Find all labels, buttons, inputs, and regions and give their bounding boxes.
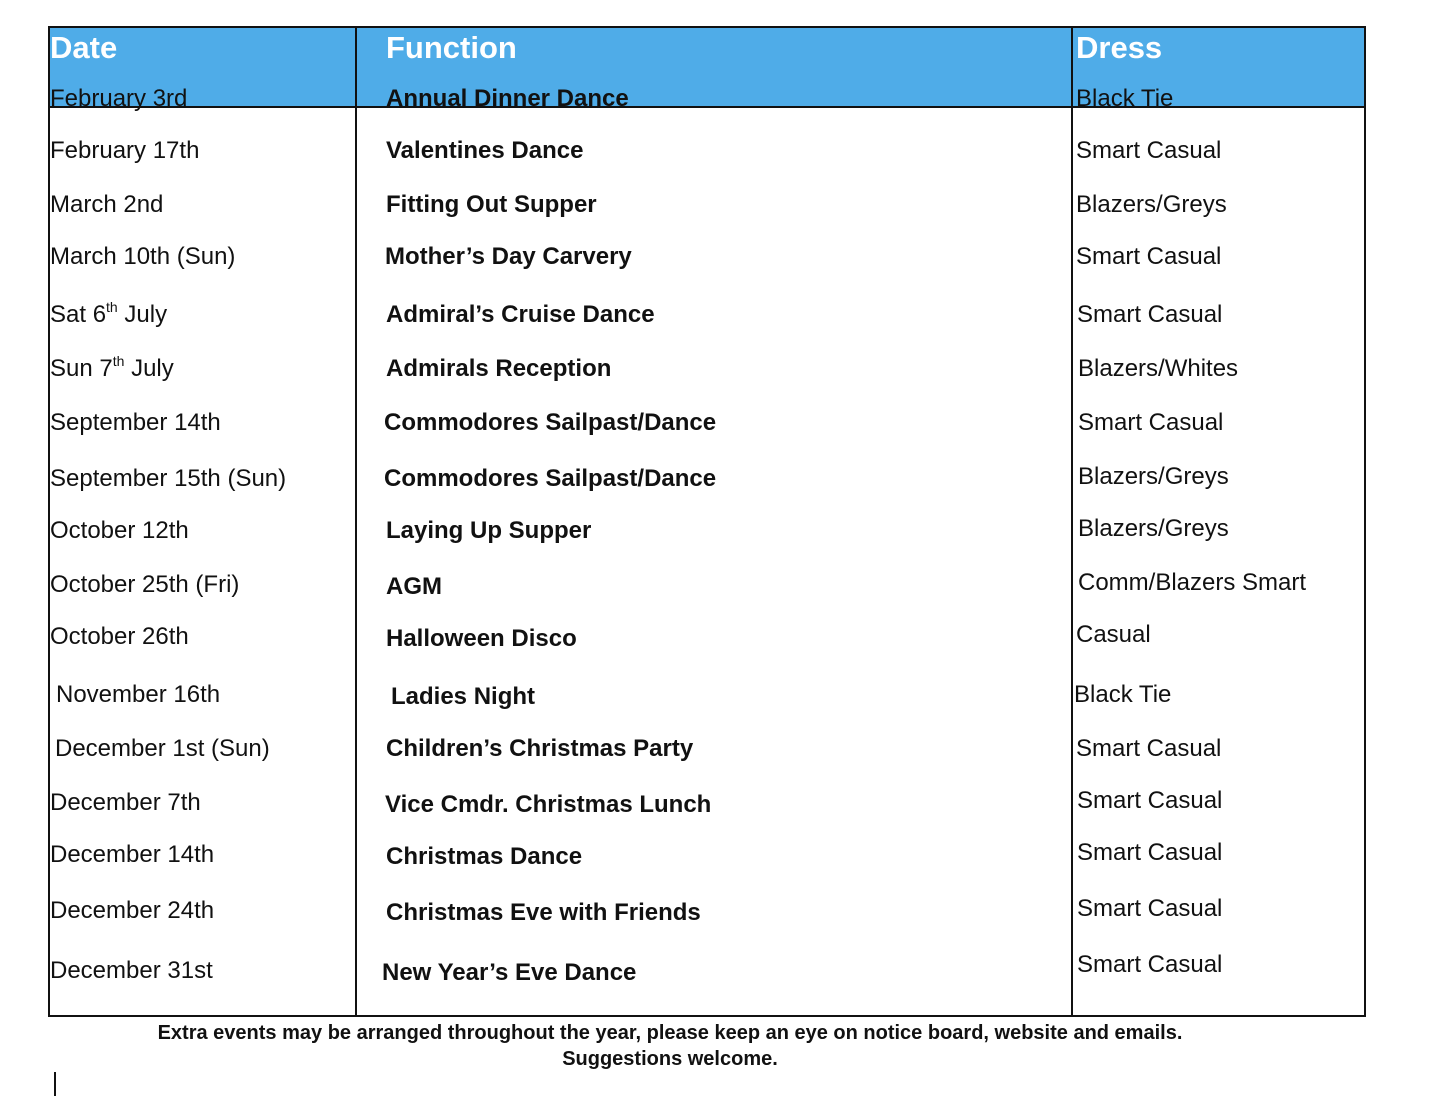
date-ordinal: th xyxy=(106,299,118,315)
row-dress: Smart Casual xyxy=(1077,787,1223,814)
row-dress: Blazers/Greys xyxy=(1078,463,1229,490)
footer-note: Extra events may be arranged throughout the year, please keep an eye on notice board, website and emails. xyxy=(157,1022,1183,1044)
row-function: Christmas Eve with Friends xyxy=(386,899,701,926)
row-function: Fitting Out Supper xyxy=(386,191,597,218)
column-divider xyxy=(1071,28,1073,1015)
row-function: New Year’s Eve Dance xyxy=(382,959,637,986)
row-function: Vice Cmdr. Christmas Lunch xyxy=(385,791,712,818)
row-function: Annual Dinner Dance xyxy=(386,85,629,112)
row-date xyxy=(50,355,174,383)
row-dress: Blazers/Greys xyxy=(1076,191,1227,218)
row-date: February 17th xyxy=(50,137,200,164)
date-day: Sun 7 xyxy=(50,355,113,382)
row-date: March 2nd xyxy=(50,191,164,218)
date-day: Sat 6 xyxy=(50,301,107,328)
row-function: Admiral’s Cruise Dance xyxy=(386,301,655,328)
row-function: Commodores Sailpast/Dance xyxy=(384,409,717,436)
header-dress: Dress xyxy=(1076,30,1163,65)
row-function: Mother’s Day Carvery xyxy=(385,243,632,270)
date-month: July xyxy=(117,301,168,328)
row-function: Children’s Christmas Party xyxy=(386,735,694,762)
row-dress: Black Tie xyxy=(1076,85,1174,112)
column-divider xyxy=(355,28,357,1015)
row-function: Commodores Sailpast/Dance xyxy=(384,465,717,492)
row-dress: Smart Casual xyxy=(1077,951,1223,978)
header-function: Function xyxy=(386,30,517,65)
row-date: October 26th xyxy=(50,623,189,650)
row-function: AGM xyxy=(386,573,442,600)
row-date: December 31st xyxy=(50,957,213,984)
row-date: September 14th xyxy=(50,409,221,436)
row-function: Valentines Dance xyxy=(386,137,584,164)
row-dress: Smart Casual xyxy=(1076,735,1222,762)
events-table xyxy=(48,26,1366,1017)
date-ordinal: th xyxy=(112,353,125,369)
row-function: Admirals Reception xyxy=(386,355,612,382)
row-dress: Smart Casual xyxy=(1076,243,1222,270)
footer-suggestions: Suggestions welcome. xyxy=(562,1048,778,1070)
row-date: October 25th (Fri) xyxy=(50,571,240,598)
row-date: October 12th xyxy=(50,517,189,544)
row-date: December 24th xyxy=(50,897,215,924)
row-dress: Comm/Blazers Smart xyxy=(1078,569,1307,596)
row-function: Laying Up Supper xyxy=(386,517,592,544)
header-date: Date xyxy=(50,30,118,65)
row-dress: Blazers/Whites xyxy=(1078,355,1239,382)
row-dress: Black Tie xyxy=(1074,681,1172,708)
date-month: July xyxy=(124,355,174,382)
row-function: Halloween Disco xyxy=(386,625,577,652)
row-date: December 14th xyxy=(50,841,215,868)
row-date xyxy=(50,301,167,329)
row-dress: Smart Casual xyxy=(1076,137,1222,164)
row-date: December 1st (Sun) xyxy=(55,735,270,762)
row-date: November 16th xyxy=(56,681,221,708)
text-cursor xyxy=(54,1072,56,1096)
row-date: December 7th xyxy=(50,789,201,816)
row-dress: Smart Casual xyxy=(1078,409,1224,436)
row-dress: Blazers/Greys xyxy=(1078,515,1229,542)
row-date: March 10th (Sun) xyxy=(50,243,236,270)
row-dress: Smart Casual xyxy=(1077,895,1223,922)
row-dress: Smart Casual xyxy=(1077,839,1223,866)
row-function: Christmas Dance xyxy=(386,843,583,870)
row-dress: Casual xyxy=(1076,621,1151,648)
row-function: Ladies Night xyxy=(391,683,536,710)
row-date: September 15th (Sun) xyxy=(50,465,287,492)
row-dress: Smart Casual xyxy=(1077,301,1223,328)
row-date: February 3rd xyxy=(50,85,188,112)
